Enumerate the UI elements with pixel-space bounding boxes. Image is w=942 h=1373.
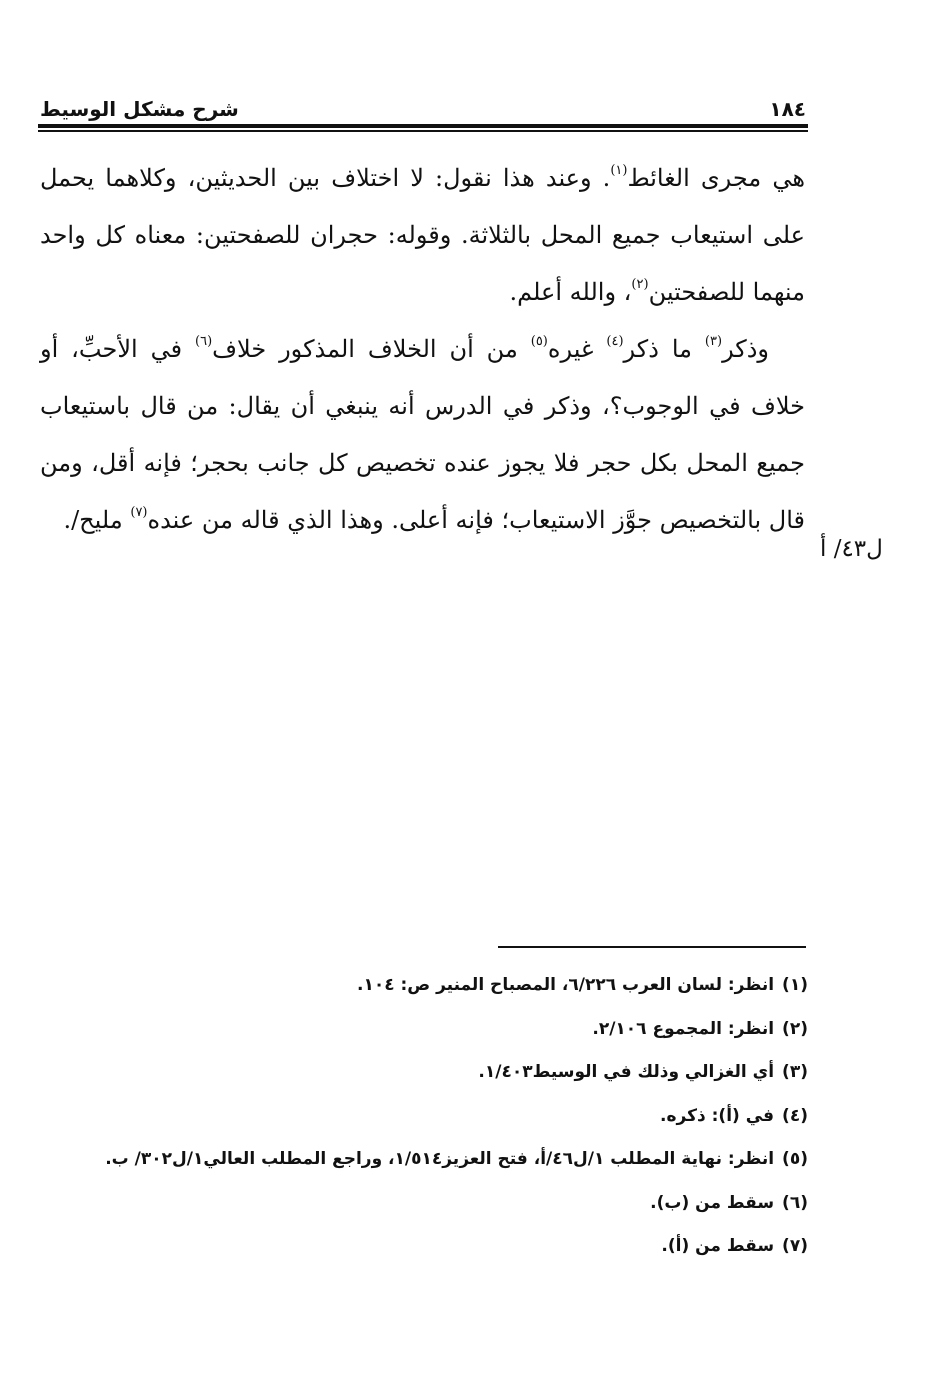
footnote-item (60, 1182, 808, 1226)
footnote-number: (٧) (782, 1236, 808, 1256)
book-title: شرح مشكل الوسيط (40, 97, 239, 121)
footnote-text: انظر: لسان العرب ٦/٢٢٦، المصباح المنير ص: ١٠٤. (356, 975, 775, 995)
running-header (40, 96, 806, 126)
footnote-item (60, 1225, 808, 1269)
footnote-text: في (أ): ذكره. (660, 1105, 775, 1126)
footnote-item (60, 964, 808, 1008)
header-rule-thick (38, 124, 808, 128)
footnote-ref-7: (٧) (130, 505, 148, 520)
footnote-text: أي الغزالي وذلك في الوسيط١/٤٠٣. (478, 1062, 775, 1082)
footnote-number: (٥) (782, 1149, 808, 1169)
paragraph-2-text-d: من أن الخلاف المذكور خلاف (212, 335, 531, 363)
footnote-separator (498, 946, 806, 948)
paragraph-1-text-c: ، والله أعلم. (509, 278, 632, 306)
header-rule-thin (38, 130, 808, 132)
footnote-number: (٢) (782, 1018, 808, 1039)
footnote-ref-6: (٦) (195, 334, 213, 349)
paragraph-1-text-b: . وعند هذا نقول: لا اختلاف بين الحديثين، وكلاهما يحمل على استيعاب جميع المحل بالثلاثة. وقوله: حجران للصفحتين: معناه كل واحد منهما للصفحتين (40, 164, 805, 306)
footnote-text: سقط من (أ). (661, 1236, 775, 1256)
paragraph-2 (40, 321, 805, 549)
footnote-text: سقط من (ب). (650, 1192, 775, 1213)
footnote-number: (٤) (782, 1105, 808, 1126)
paragraph-2-text-f: مليح/. (63, 506, 131, 534)
footnote-number: (١) (782, 975, 808, 995)
footnote-text: انظر: المجموع ٢/١٠٦. (592, 1018, 775, 1039)
footnote-ref-3: (٣) (704, 334, 723, 349)
paragraph-2-text-b: ما ذكر (623, 335, 705, 363)
footnotes-list (60, 964, 808, 1269)
footnote-number: (٦) (782, 1192, 808, 1213)
footnote-item (60, 1051, 808, 1095)
footnote-ref-5: (٥) (530, 334, 548, 349)
footnote-text: انظر: نهاية المطلب ١/ل٤٦/أ، فتح العزيز١/٥١٤، وراجع المطلب العالي١/ل٣٠٢/ ب. (105, 1149, 775, 1169)
footnote-item (60, 1095, 808, 1139)
paragraph-2-text-a: وذكر (722, 335, 770, 363)
manuscript-folio-marker: ل٤٣/ أ (820, 536, 883, 562)
paragraph-1 (40, 150, 805, 321)
footnote-ref-4: (٤) (606, 334, 624, 349)
page-number: ١٨٤ (769, 97, 806, 121)
paragraph-2-text-c: غيره (547, 335, 607, 363)
footnote-ref-1: (١) (610, 163, 628, 178)
footnote-item (60, 1138, 808, 1182)
main-text (40, 150, 805, 549)
footnote-ref-2: (٢) (631, 277, 649, 292)
paragraph-2-text-e: في الأحبِّ، أو خلاف في الوجوب؟، وذكر في الدرس أنه ينبغي أن يقال: من قال باستيعاب جميع المحل بكل حجر فلا يجوز عنده تخصيص كل جانب بحجر؛ فإنه أقل، ومن قال بالتخصيص جوَّز الاستيعاب؛ فإنه أعلى. وهذا الذي قاله من عنده (40, 335, 805, 534)
footnote-number: (٣) (782, 1062, 808, 1082)
footnote-item (60, 1008, 808, 1052)
paragraph-1-text-a: هي مجرى الغائط (627, 164, 805, 192)
